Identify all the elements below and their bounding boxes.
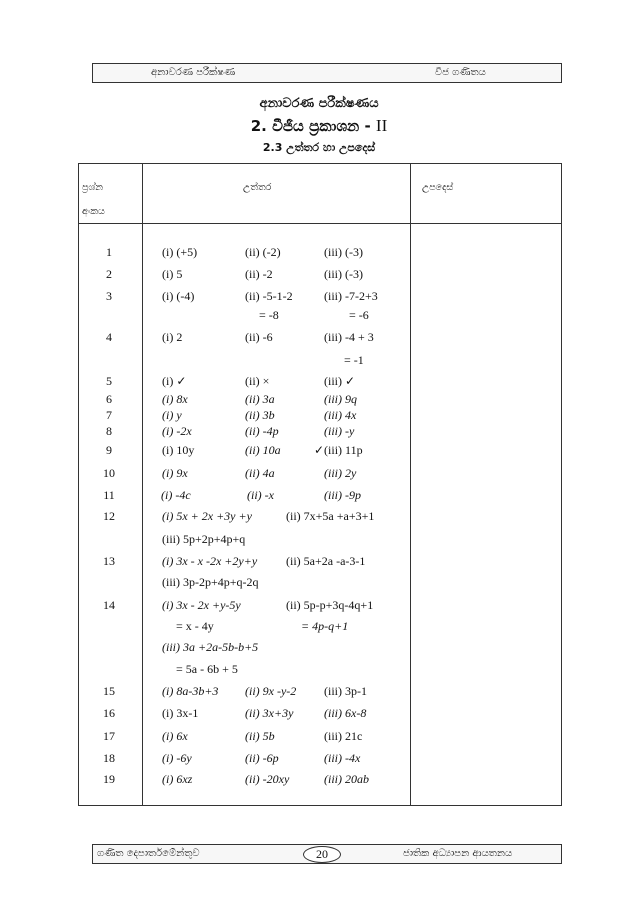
answer-part-ii: (ii) 3b [245, 408, 275, 422]
answer-part-ii: (ii) 10a [245, 443, 281, 457]
answer-part-i: (i) -2x [162, 424, 192, 438]
answer-part-i: (i) 2 [162, 330, 183, 344]
section-title-numeral: II [375, 116, 388, 135]
footer-right-text: ජාතික අධ්‍යාපන ආයතනය [403, 848, 513, 859]
answer-part-i: (i) ✓ [162, 374, 187, 388]
question-number: 15 [103, 684, 115, 698]
question-number: 7 [106, 408, 112, 422]
question-number: 12 [103, 509, 115, 523]
answer-part-iii: (iii) 3p-2p+4p+q-2q [162, 575, 259, 589]
answer-part-i: (i) 5x + 2x +3y +y [162, 509, 252, 523]
header-left-text: අනාවරණ පරීක්ෂණ [151, 67, 236, 78]
answer-part-iii: (iii) -4x [324, 751, 361, 765]
answer-part-iii: (iii) -7-2+3 [324, 289, 378, 303]
answer-part-ii: (ii) 3x+3y [245, 706, 294, 720]
answer-part-iii-result: = -6 [349, 308, 369, 322]
subsection-title: 2.3 උත්තර හා උපදෙස් [262, 141, 376, 154]
question-number: 2 [106, 267, 112, 281]
answer-part-i: (i) 10y [162, 443, 195, 457]
answer-table [78, 163, 562, 806]
question-number: 14 [103, 598, 115, 612]
page-number: 20 [303, 846, 341, 863]
answer-part-i: (i) 8x [162, 392, 188, 406]
answer-part-ii: (ii) -6p [245, 751, 279, 765]
answer-part-ii: (ii) 3a [245, 392, 275, 406]
page-header [92, 63, 562, 83]
answer-part-ii: (ii) 9x -y-2 [245, 684, 297, 698]
question-number: 3 [106, 289, 112, 303]
answer-part-i-result: = x - 4y [176, 619, 214, 633]
answer-part-iii: (iii) 21c [324, 729, 363, 743]
answer-part-i: (i) 8a-3b+3 [162, 684, 219, 698]
header-right-text: වීජ ගණිතය [435, 67, 486, 78]
answer-part-ii: (ii) 5p-p+3q-4q+1 [286, 598, 374, 612]
answer-part-i: (i) 3x-1 [162, 706, 199, 720]
answer-part-i: (i) -6y [162, 751, 192, 765]
answer-part-iii-result: = 5a - 6b + 5 [176, 662, 238, 676]
answer-part-iii: (iii) -y [324, 424, 355, 438]
answer-part-iii: (iii) 3a +2a-5b-b+5 [162, 640, 259, 654]
footer-left-text: ගණිත දෙපාර්තමේන්තුව [97, 848, 200, 859]
answer-part-i: (i) y [162, 408, 182, 422]
answer-part-iii: (iii) (-3) [324, 267, 363, 281]
column-header-question: ප්‍රශ්න [82, 182, 103, 193]
column-header-question-number: අංකය [82, 206, 105, 217]
answer-part-i: (i) 9x [162, 466, 188, 480]
section-title [0, 116, 638, 136]
question-number: 17 [103, 729, 115, 743]
table-divider [410, 164, 411, 805]
answer-part-ii: (ii) (-2) [245, 245, 281, 259]
answer-part-ii: (ii) 7x+5a +a+3+1 [286, 509, 375, 523]
answer-part-i: (i) 3x - 2x +y-5y [162, 598, 241, 612]
answer-part-iii: (iii) 2y [324, 466, 357, 480]
question-number: 18 [103, 751, 115, 765]
question-number: 11 [103, 488, 115, 502]
answer-part-ii: (ii) × [245, 374, 270, 388]
answer-part-i: (i) 6xz [162, 772, 193, 786]
answer-part-iii: (iii) -4 + 3 [324, 330, 374, 344]
answer-part-i: (i) 3x - x -2x +2y+y [162, 554, 258, 568]
answer-part-ii: (ii) -6 [245, 330, 273, 344]
answer-part-ii: (ii) 4a [245, 466, 275, 480]
answer-part-i: (i) (-4) [162, 289, 195, 303]
answer-part-ii: (ii) -5-1-2 [245, 289, 293, 303]
column-header-guidance: උපදෙස් [422, 182, 454, 193]
answer-part-i: (i) -4c [161, 488, 191, 502]
answer-part-iii: (iii) 5p+2p+4p+q [162, 532, 246, 546]
answer-part-iii: (iii) 3p-1 [324, 684, 367, 698]
answer-part-i: (i) (+5) [162, 245, 198, 259]
question-number: 1 [106, 245, 112, 259]
question-number: 4 [106, 330, 112, 344]
answer-part-iii: (iii) 9q [324, 392, 357, 406]
question-number: 5 [106, 374, 112, 388]
answer-part-iii: ✓(iii) 11p [314, 443, 363, 457]
answer-part-i: (i) 6x [162, 729, 188, 743]
answer-part-iii: (iii) (-3) [324, 245, 363, 259]
question-number: 6 [106, 392, 112, 406]
page-footer [92, 844, 562, 864]
answer-part-ii: (ii) 5a+2a -a-3-1 [286, 554, 366, 568]
table-divider [142, 164, 143, 805]
answer-part-ii-result: = -8 [259, 308, 279, 322]
table-header-divider [79, 223, 561, 224]
answer-part-ii: (ii) -x [247, 488, 274, 502]
answer-part-iii: (iii) 20ab [324, 772, 369, 786]
column-header-answer: උත්තර [243, 182, 272, 193]
section-title-text: 2. වීජීය ප්‍රකාශන - [250, 117, 371, 135]
answer-part-ii: (ii) 5b [245, 729, 275, 743]
question-number: 16 [103, 706, 115, 720]
question-number: 13 [103, 554, 115, 568]
page-title: අනාවරණ පරීක්ෂණය [259, 96, 379, 111]
answer-part-ii-result: = 4p-q+1 [301, 619, 349, 633]
answer-part-i: (i) 5 [162, 267, 183, 281]
question-number: 9 [106, 443, 112, 457]
question-number: 8 [106, 424, 112, 438]
answer-part-iii: (iii) 4x [324, 408, 357, 422]
answer-part-iii: (iii) 6x-8 [324, 706, 367, 720]
answer-part-iii-result: = -1 [344, 353, 364, 367]
answer-part-ii: (ii) -20xy [245, 772, 290, 786]
answer-part-iii: (iii) ✓ [324, 374, 356, 388]
answer-part-iii: (iii) -9p [324, 488, 361, 502]
question-number: 19 [103, 772, 115, 786]
answer-part-ii: (ii) -4p [245, 424, 279, 438]
question-number: 10 [103, 466, 115, 480]
answer-part-ii: (ii) -2 [245, 267, 273, 281]
